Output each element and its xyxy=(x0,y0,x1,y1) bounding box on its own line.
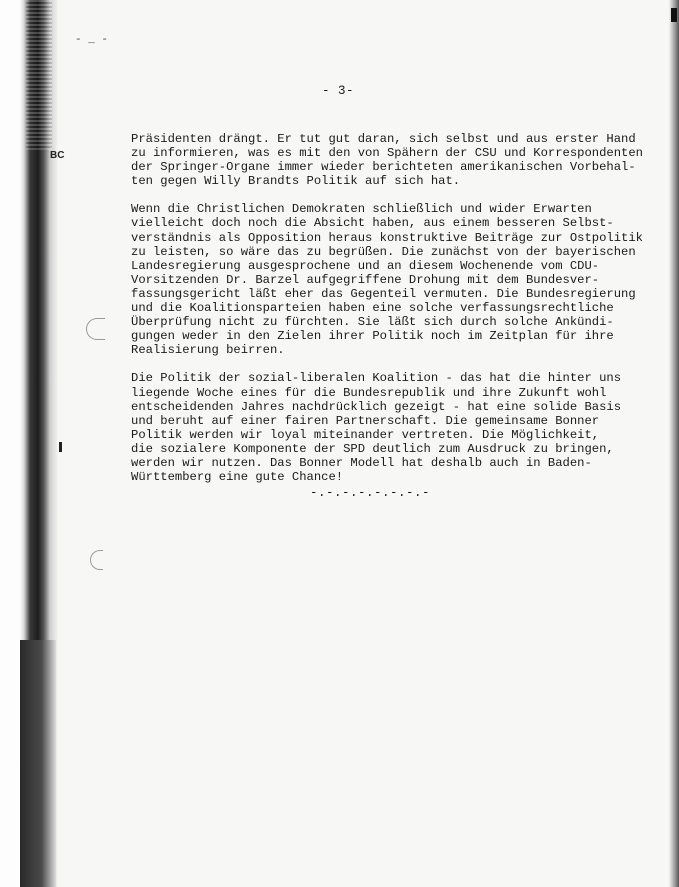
text-line: Überprüfung nicht zu fürchten. Sie läßt sich durch solche Ankündi- xyxy=(131,315,614,330)
paragraph-2 xyxy=(131,202,651,357)
punch-hole xyxy=(86,318,105,340)
page-number: - 3- xyxy=(322,84,355,98)
text-line: Württemberg eine gute Chance! xyxy=(131,470,344,485)
text-line: die sozialere Komponente der SPD deutlich zum Ausdruck zu bringen, xyxy=(131,441,614,456)
document-body xyxy=(131,132,651,498)
text-line: Die Politik der sozial-liberalen Koalition - das hat die hinter uns xyxy=(131,371,622,386)
scan-left-edge xyxy=(0,0,58,887)
scan-grain xyxy=(26,0,52,150)
text-line: Politik werden wir loyal miteinander vertreten. Die Möglichkeit, xyxy=(131,427,600,442)
edge-text: BC xyxy=(50,150,65,161)
margin-tick xyxy=(59,442,62,452)
text-line: verständnis als Opposition heraus konstruktive Beiträge zur Ostpolitik xyxy=(131,230,643,245)
text-line: ten gegen Willy Brandts Politik auf sich hat. xyxy=(131,174,461,189)
text-line: zu leisten, so wäre das zu begrüßen. Die zunächst von der bayerischen xyxy=(131,244,636,259)
text-line: zu informieren, was es mit den von Spähern der CSU und Korrespondenten xyxy=(131,146,643,161)
text-line: liegende Woche eines für die Bundesrepublik und ihre Zukunft wohl xyxy=(131,385,607,400)
closing-mark: -.-.-.-.-.-.-.- xyxy=(310,486,431,500)
text-line: vielleicht doch noch die Absicht haben, aus einem besseren Selbst- xyxy=(131,216,614,231)
text-line: werden wir nutzen. Das Bonner Modell hat deshalb auch in Baden- xyxy=(131,455,592,470)
text-line: Präsidenten drängt. Er tut gut daran, sich selbst und aus erster Hand xyxy=(131,132,636,146)
text-line: Wenn die Christlichen Demokraten schließlich und wider Erwarten xyxy=(131,202,592,217)
text-line: der Springer-Organe immer wieder berichteten amerikanischen Vorbehal- xyxy=(131,160,636,175)
paragraph-3 xyxy=(131,371,651,484)
scan-edge-mark xyxy=(671,8,677,22)
text-line: Vorsitzenden Dr. Barzel aufgegriffene Drohung mit dem Bundesver- xyxy=(131,272,600,287)
punch-hole xyxy=(90,550,103,570)
text-line: entscheidenden Jahres nachdrücklich gezeigt - hat eine solide Basis xyxy=(131,399,622,414)
text-line: und die Koalitionsparteien haben eine solche verfassungsrechtliche xyxy=(131,301,614,316)
text-line: fassungsgericht läßt eher das Gegenteil vermuten. Die Bundesregierung xyxy=(131,286,636,301)
paragraph-1 xyxy=(131,132,651,188)
text-line: und beruht auf einer fairen Partnerschaft. Die gemeinsame Bonner xyxy=(131,413,600,428)
text-line: Realisierung beirren. xyxy=(131,343,285,358)
text-line: gungen weder in den Zielen ihrer Politik noch im Zeitplan für ihre xyxy=(131,329,614,344)
text-line: Landesregierung ausgesprochene und an diesem Wochenende vom CDU- xyxy=(131,258,600,273)
scan-shadow xyxy=(20,640,56,887)
scan-right-edge xyxy=(669,0,679,887)
margin-mark: - _ - xyxy=(75,34,109,46)
